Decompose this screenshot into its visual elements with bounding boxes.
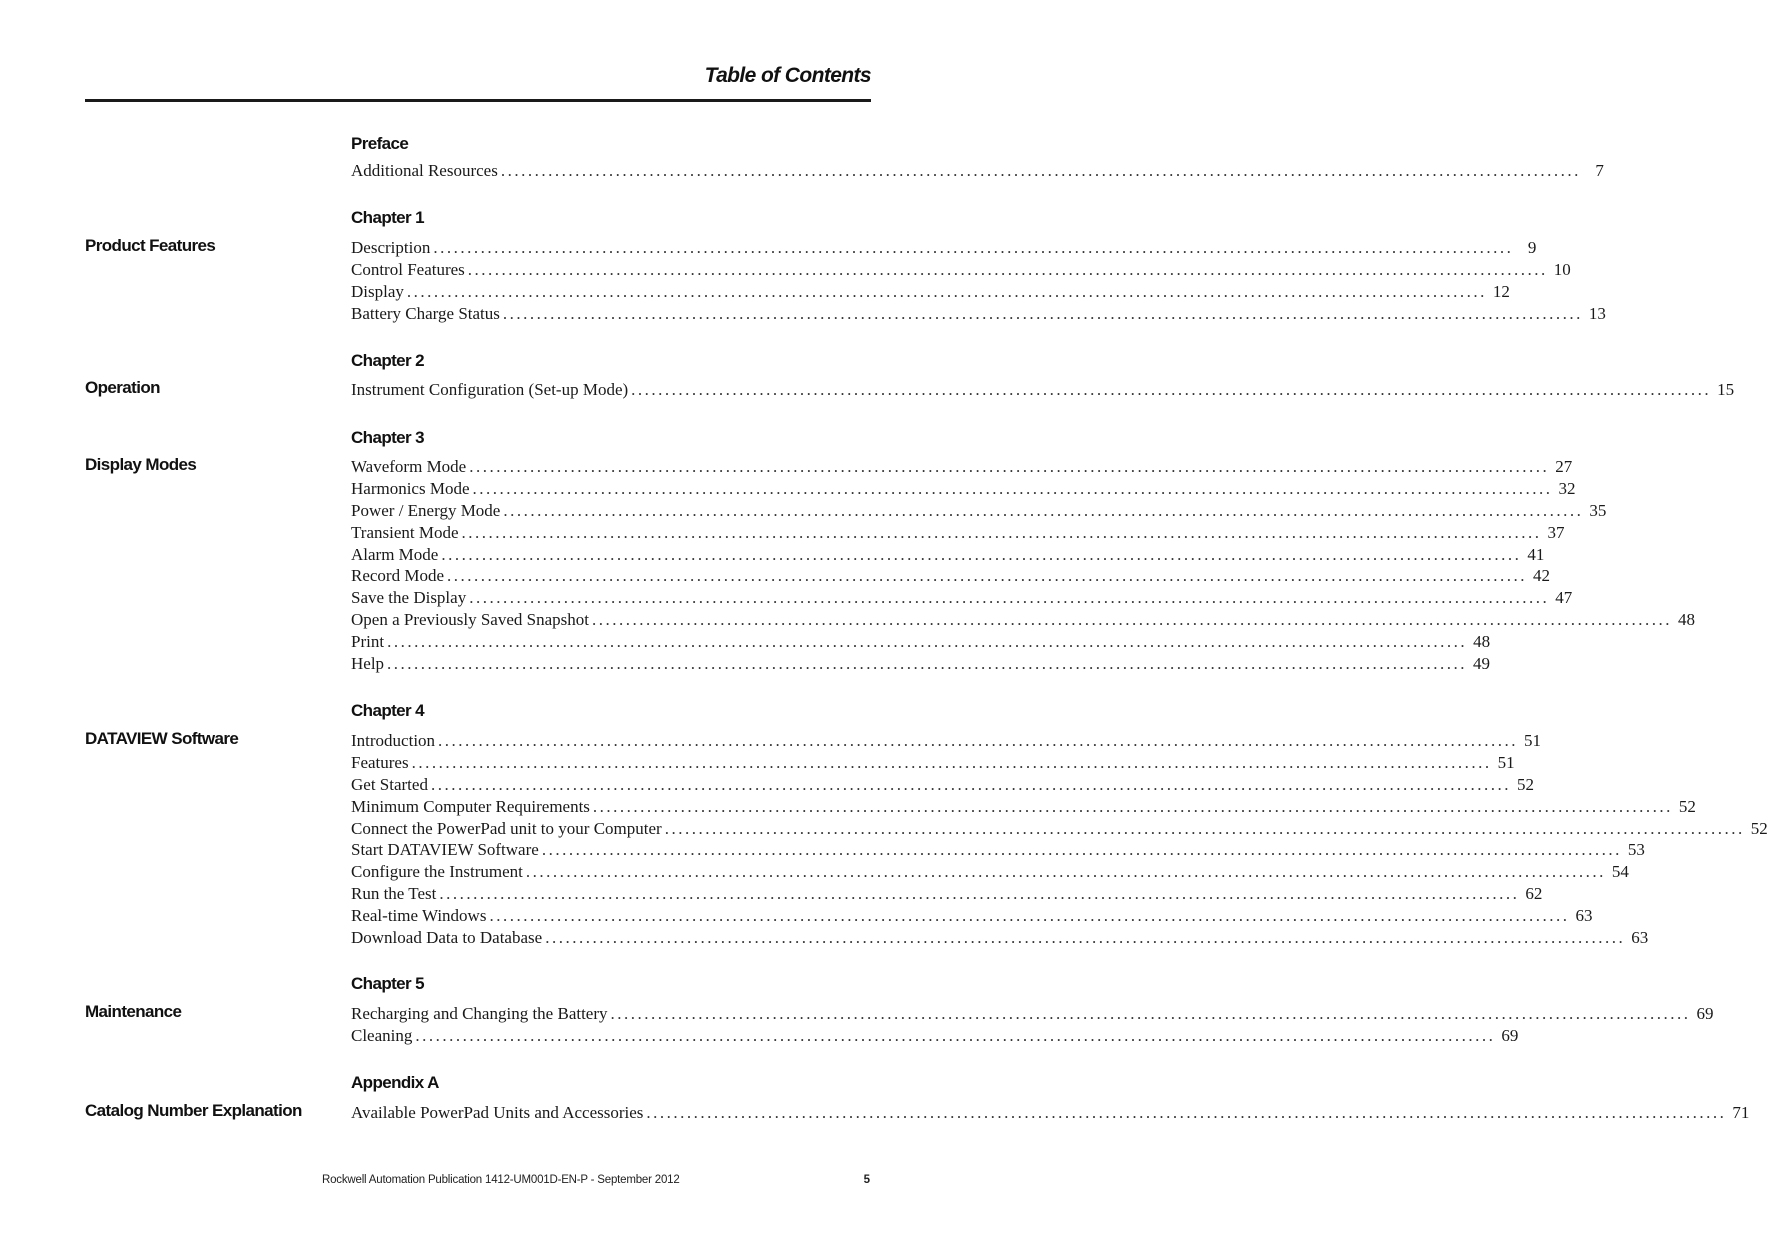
toc-entry-page: 48 [1473, 632, 1491, 652]
toc-entry[interactable] [351, 927, 1649, 949]
toc-entry-title: Get Started [351, 774, 428, 794]
toc-entry-page: 71 [1732, 1103, 1750, 1122]
chapter-title: Product Features [85, 236, 216, 255]
toc-entry[interactable] [351, 544, 1545, 566]
toc-entry-title: Features [351, 752, 409, 772]
toc-entry[interactable] [351, 883, 1543, 905]
section-heading: Chapter 5 [351, 974, 425, 993]
dot-leader: ................................................................................................................................................................ [592, 796, 1673, 816]
toc-entries [351, 160, 1604, 182]
toc-entries [351, 730, 1768, 949]
toc-entry[interactable] [351, 259, 1571, 281]
dot-leader: ................................................................................................................................................................ [469, 457, 1550, 476]
toc-entry-page: 42 [1533, 566, 1551, 586]
header-divider [85, 99, 871, 102]
toc-entry-page: 47 [1555, 588, 1573, 608]
toc-entry-title: Configure the Instrument [351, 862, 523, 882]
toc-entry[interactable] [351, 522, 1565, 544]
chapter-title: DATAVIEW Software [85, 729, 239, 748]
toc-entry-page: 15 [1717, 380, 1735, 399]
toc-entry[interactable] [351, 160, 1604, 182]
toc-entry-page: 63 [1631, 928, 1649, 948]
toc-entry-page: 13 [1588, 303, 1606, 323]
dot-leader: ................................................................................................................................................................ [433, 238, 1514, 257]
toc-entry-page: 63 [1575, 906, 1593, 926]
toc-entry-page: 52 [1750, 818, 1768, 838]
section-heading: Preface [351, 134, 409, 153]
dot-leader: ................................................................................................................................................................ [472, 478, 1553, 498]
toc-entry-title: Introduction [351, 731, 436, 750]
toc-entry[interactable] [351, 774, 1534, 796]
section-heading: Chapter 4 [351, 701, 425, 720]
toc-entry-title: Additional Resources [351, 161, 498, 180]
dot-leader: ................................................................................................................................................................ [469, 588, 1550, 608]
toc-entry-title: Description [351, 238, 431, 257]
toc-entry-title: Record Mode [351, 566, 445, 586]
toc-entry-title: Power / Energy Mode [351, 500, 501, 520]
section-heading: Appendix A [351, 1073, 439, 1092]
chapter-title: Maintenance [85, 1002, 182, 1021]
dot-leader: ................................................................................................................................................................ [664, 818, 1745, 838]
footer-publication: Rockwell Automation Publication 1412-UM001D-EN-P - September 2012 [322, 1174, 680, 1186]
toc-entry[interactable] [351, 818, 1768, 840]
toc-entry[interactable] [351, 565, 1551, 587]
toc-entry-page: 32 [1558, 478, 1576, 498]
toc-entry-page: 9 [1527, 238, 1537, 257]
toc-entry[interactable] [351, 379, 1735, 401]
chapter-title: Display Modes [85, 455, 197, 474]
dot-leader: ................................................................................................................................................................ [646, 1103, 1727, 1122]
dot-leader: ................................................................................................................................................................ [406, 281, 1487, 301]
dot-leader: ................................................................................................................................................................ [467, 259, 1548, 279]
toc-entry[interactable] [351, 587, 1573, 609]
toc-entries [351, 379, 1735, 401]
dot-leader: ................................................................................................................................................................ [441, 544, 1522, 564]
chapter-title: Operation [85, 378, 160, 397]
toc-entry-title: Open a Previously Saved Snapshot [351, 610, 589, 630]
dot-leader: ................................................................................................................................................................ [545, 928, 1626, 948]
toc-entry-title: Start DATAVIEW Software [351, 840, 539, 860]
toc-entry-page: 62 [1525, 884, 1543, 904]
chapter-title: Catalog Number Explanation [85, 1101, 302, 1120]
toc-entry-page: 35 [1589, 500, 1607, 520]
dot-leader: ................................................................................................................................................................ [500, 161, 1581, 180]
toc-entry-title: Print [351, 632, 385, 652]
section-heading: Chapter 1 [351, 208, 425, 227]
toc-entry-title: Run the Test [351, 884, 437, 904]
toc-entry[interactable] [351, 478, 1576, 500]
toc-entry-title: Cleaning [351, 1025, 413, 1045]
dot-leader: ................................................................................................................................................................ [502, 303, 1583, 323]
toc-entry-page: 48 [1677, 610, 1695, 630]
toc-entry-title: Battery Charge Status [351, 303, 500, 323]
toc-entry[interactable] [351, 281, 1510, 303]
dot-leader: ................................................................................................................................................................ [447, 566, 1528, 586]
toc-entry-title: Real-time Windows [351, 906, 487, 926]
dot-leader: ................................................................................................................................................................ [438, 731, 1519, 750]
toc-entry-page: 41 [1527, 544, 1545, 564]
section-heading: Chapter 3 [351, 428, 425, 447]
toc-entry-title: Help [351, 654, 385, 674]
dot-leader: ................................................................................................................................................................ [610, 1004, 1691, 1023]
dot-leader: ................................................................................................................................................................ [591, 610, 1672, 630]
toc-entry-title: Recharging and Changing the Battery [351, 1004, 608, 1023]
toc-entry-page: 12 [1492, 281, 1510, 301]
toc-entry[interactable] [351, 609, 1695, 631]
toc-entry[interactable] [351, 631, 1491, 653]
toc-entry[interactable] [351, 796, 1696, 818]
toc-entry[interactable] [351, 861, 1629, 883]
toc-entry[interactable] [351, 1003, 1714, 1025]
toc-entries [351, 1102, 1750, 1124]
toc-entry-page: 52 [1678, 796, 1696, 816]
toc-entry-title: Harmonics Mode [351, 478, 470, 498]
dot-leader: ................................................................................................................................................................ [631, 380, 1712, 399]
toc-entry-page: 52 [1516, 774, 1534, 794]
dot-leader: ................................................................................................................................................................ [503, 500, 1584, 520]
toc-entry-title: Connect the PowerPad unit to your Computer [351, 818, 662, 838]
toc-entry-page: 54 [1611, 862, 1629, 882]
toc-entry-title: Waveform Mode [351, 457, 467, 476]
toc-entry[interactable] [351, 905, 1593, 927]
toc-entry[interactable] [351, 1025, 1519, 1047]
toc-entry-page: 69 [1696, 1004, 1714, 1023]
dot-leader: ................................................................................................................................................................ [525, 862, 1606, 882]
toc-entry[interactable] [351, 456, 1573, 478]
toc-entry-title: Alarm Mode [351, 544, 439, 564]
dot-leader: ................................................................................................................................................................ [541, 840, 1622, 860]
dot-leader: ................................................................................................................................................................ [439, 884, 1520, 904]
dot-leader: ................................................................................................................................................................ [461, 522, 1542, 542]
toc-entries [351, 456, 1695, 675]
dot-leader: ................................................................................................................................................................ [415, 1025, 1496, 1045]
toc-entry-title: Display [351, 281, 404, 301]
toc-entry-page: 53 [1627, 840, 1645, 860]
toc-entry-page: 27 [1555, 457, 1573, 476]
toc-entry-page: 7 [1595, 161, 1604, 180]
toc-entry-page: 37 [1547, 522, 1565, 542]
toc-entry[interactable] [351, 1102, 1750, 1124]
toc-entry[interactable] [351, 730, 1542, 752]
toc-entry-title: Available PowerPad Units and Accessories [351, 1103, 644, 1122]
toc-entry-page: 51 [1524, 731, 1542, 750]
toc-entry-page: 69 [1501, 1025, 1519, 1045]
toc-entry-title: Transient Mode [351, 522, 459, 542]
section-heading: Chapter 2 [351, 351, 425, 370]
toc-entry-page: 10 [1553, 259, 1571, 279]
dot-leader: ................................................................................................................................................................ [387, 654, 1468, 674]
toc-entry-title: Control Features [351, 259, 465, 279]
toc-entry[interactable] [351, 752, 1515, 774]
toc-entry[interactable] [351, 839, 1645, 861]
toc-entries [351, 237, 1606, 325]
toc-entries [351, 1003, 1714, 1047]
toc-entry-page: 51 [1497, 752, 1515, 772]
toc-entry[interactable] [351, 303, 1606, 325]
toc-entry[interactable] [351, 237, 1537, 259]
dot-leader: ................................................................................................................................................................ [430, 774, 1511, 794]
toc-entry[interactable] [351, 500, 1607, 522]
toc-entry-title: Minimum Computer Requirements [351, 796, 590, 816]
dot-leader: ................................................................................................................................................................ [387, 632, 1468, 652]
toc-entry-page: 49 [1473, 654, 1491, 674]
footer-page-number: 5 [863, 1174, 870, 1186]
dot-leader: ................................................................................................................................................................ [411, 752, 1492, 772]
dot-leader: ................................................................................................................................................................ [489, 906, 1570, 926]
toc-entry-title: Instrument Configuration (Set-up Mode) [351, 380, 629, 399]
toc-entry-title: Download Data to Database [351, 928, 543, 948]
page-title: Table of Contents [704, 64, 871, 87]
toc-entry-title: Save the Display [351, 588, 467, 608]
toc-entry[interactable] [351, 653, 1491, 675]
